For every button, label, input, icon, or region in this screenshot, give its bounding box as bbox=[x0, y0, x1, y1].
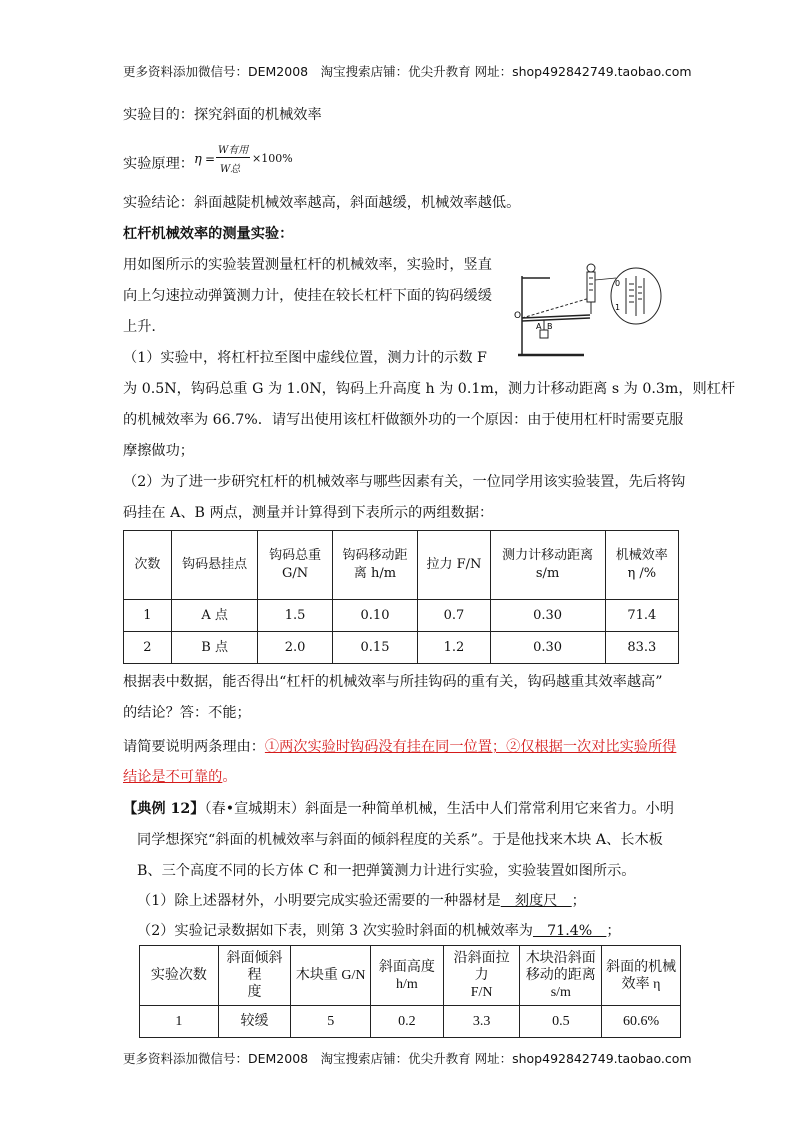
example12-q2 bbox=[137, 920, 621, 940]
lever-reason-line-2 bbox=[123, 766, 237, 786]
example12-line-2: 同学想探究“斜面的机械效率与斜面的倾斜程度的关系”。于是他找来木块 A、长木板 bbox=[137, 832, 663, 848]
zoom-pointer-line bbox=[595, 278, 616, 280]
lever-arm bbox=[522, 298, 590, 321]
lever-q1-line-3: 的机械效率为 66.7%．请写出使用该杠杆做额外功的一个原因：由于使用杠杆时需要克服 bbox=[123, 412, 684, 428]
example12-line-3: B、三个高度不同的长方体 C 和一把弹簧测力计进行实验，实验装置如图所示。 bbox=[137, 863, 636, 879]
reason-prefix: 请简要说明两条理由： bbox=[123, 739, 265, 755]
q2-prefix: （2）实验记录数据如下表，则第 3 次实验时斜面的机械效率为 bbox=[137, 923, 533, 939]
table-cell: 0.15 bbox=[332, 632, 418, 664]
lever-q1-line-4: 摩擦做功； bbox=[123, 443, 194, 459]
fraction-bar bbox=[216, 157, 250, 158]
lever-data-table bbox=[123, 530, 679, 664]
lever-q2-line-1: （2）为了进一步研究杠杆的机械效率与哪些因素有关，一位同学用该实验装置，先后将钩 bbox=[123, 474, 686, 490]
example12-q1 bbox=[137, 890, 586, 910]
header-cell: 测力计移动距离 s/m bbox=[490, 531, 605, 600]
scale-zoom-circle bbox=[611, 268, 661, 324]
table-cell: 83.3 bbox=[605, 632, 678, 664]
formula-denominator: W总 bbox=[220, 164, 241, 175]
q1-answer: 刻度尺 bbox=[500, 893, 572, 909]
table-cell: 3.3 bbox=[443, 1006, 520, 1038]
table-header-row bbox=[140, 946, 681, 1006]
table-cell: 60.6% bbox=[602, 1006, 681, 1038]
q2-end: ； bbox=[606, 923, 621, 939]
lever-reason-line-1 bbox=[123, 736, 676, 756]
table-row bbox=[140, 1006, 681, 1038]
incline-data-table bbox=[139, 945, 681, 1038]
point-label-a: A bbox=[536, 322, 542, 331]
table-cell: 0.10 bbox=[332, 600, 418, 632]
header-cell: 钩码移动距 离 h/m bbox=[332, 531, 418, 600]
reason-end: 。 bbox=[222, 769, 237, 785]
formula-numerator: W有用 bbox=[218, 145, 249, 156]
example12-line-1 bbox=[123, 798, 674, 818]
spring-scale bbox=[587, 264, 595, 314]
header-cell: 钩码总重 G/N bbox=[258, 531, 332, 600]
table-cell: 0.2 bbox=[371, 1006, 444, 1038]
header-cell: 斜面倾斜程 度 bbox=[218, 946, 291, 1006]
example12-line-1-text: （春•宣城期末）斜面是一种简单机械，生活中人们常常利用它来省力。小明 bbox=[204, 801, 674, 817]
table-cell: 0.7 bbox=[418, 600, 490, 632]
page-header: 更多资料添加微信号：DEM2008 淘宝搜索店铺：优尖升教育 网址：shop492842749.taobao.com bbox=[123, 64, 692, 79]
header-cell: 钩码悬挂点 bbox=[171, 531, 258, 600]
q1-end: ； bbox=[571, 893, 586, 909]
lever-intro-line-1: 用如图所示的实验装置测量杠杆的机械效率，实验时，竖直 bbox=[123, 257, 492, 273]
efficiency-formula bbox=[194, 141, 304, 179]
q1-prefix: （1）除上述器材外，小明要完成实验还需要的一种器材是 bbox=[137, 893, 501, 909]
page-footer: 更多资料添加微信号：DEM2008 淘宝搜索店铺：优尖升教育 网址：shop492842749.taobao.com bbox=[123, 1051, 692, 1066]
table-cell: 1 bbox=[140, 1006, 219, 1038]
table-cell: 1.5 bbox=[258, 600, 332, 632]
header-cell: 拉力 F/N bbox=[418, 531, 490, 600]
lever-after-line-2: 的结论？答：不能； bbox=[123, 705, 251, 721]
q2-answer: 71.4% bbox=[532, 923, 607, 939]
experiment-conclusion: 实验结论：斜面越陡机械效率越高，斜面越缓，机械效率越低。 bbox=[123, 195, 521, 211]
table-cell: A 点 bbox=[171, 600, 258, 632]
table-cell: 较缓 bbox=[218, 1006, 291, 1038]
header-cell: 斜面的机械 效率 η bbox=[602, 946, 681, 1006]
experiment-principle-label: 实验原理： bbox=[123, 156, 194, 172]
header-cell: 木块沿斜面 移动的距离 s/m bbox=[520, 946, 602, 1006]
eta-symbol: η bbox=[194, 152, 202, 167]
lever-q1-line-2: 为 0.5N，钩码总重 G 为 1.0N，钩码上升高度 h 为 0.1m，测力计移动距离 s 为 0.3m，则杠杆 bbox=[123, 381, 736, 397]
table-cell: 1.2 bbox=[418, 632, 490, 664]
table-cell: 0.30 bbox=[490, 600, 605, 632]
experiment-purpose: 实验目的：探究斜面的机械效率 bbox=[123, 107, 322, 123]
table-cell: 2.0 bbox=[258, 632, 332, 664]
header-cell: 机械效率 η /% bbox=[605, 531, 678, 600]
table-row bbox=[124, 600, 679, 632]
table-cell: 71.4 bbox=[605, 600, 678, 632]
scale-mark-1: 1 bbox=[615, 303, 621, 312]
lever-intro-line-2: 向上匀速拉动弹簧测力计，使挂在较长杠杆下面的钩码缓缓 bbox=[123, 288, 492, 304]
formula-times-100: ×100% bbox=[252, 152, 293, 165]
lever-apparatus-figure bbox=[514, 258, 666, 362]
lever-heading: 杠杆机械效率的测量实验： bbox=[123, 226, 294, 242]
table-cell: 0.5 bbox=[520, 1006, 602, 1038]
header-cell: 沿斜面拉力 F/N bbox=[443, 946, 520, 1006]
equals-sign: = bbox=[205, 152, 216, 166]
scale-mark-0: 0 bbox=[615, 279, 621, 288]
header-cell: 次数 bbox=[124, 531, 172, 600]
reason-answer-part-1: ①两次实验时钩码没有挂在同一位置；②仅根据一次对比实验所得 bbox=[264, 739, 677, 755]
table-cell: B 点 bbox=[171, 632, 258, 664]
reason-answer-part-2: 结论是不可靠的 bbox=[123, 769, 223, 785]
lever-q1-line-1: （1）实验中，将杠杆拉至图中虚线位置，测力计的示数 F bbox=[123, 350, 487, 366]
pivot-label-o: O bbox=[514, 311, 522, 321]
table-cell: 0.30 bbox=[490, 632, 605, 664]
table-cell: 1 bbox=[124, 600, 172, 632]
table-row bbox=[124, 632, 679, 664]
lever-q2-line-2: 码挂在 A、B 两点，测量并计算得到下表所示的两组数据： bbox=[123, 505, 494, 521]
header-cell: 斜面高度 h/m bbox=[371, 946, 444, 1006]
example12-tag: 【典例 12】 bbox=[123, 801, 205, 817]
lever-after-line-1: 根据表中数据，能否得出“杠杆的机械效率与所挂钩码的重有关，钩码越重其效率越高” bbox=[123, 674, 663, 690]
table-cell: 2 bbox=[124, 632, 172, 664]
table-cell: 5 bbox=[291, 1006, 371, 1038]
point-label-b: B bbox=[547, 322, 553, 331]
table-header-row bbox=[124, 531, 679, 600]
lever-intro-line-3: 上升. bbox=[123, 319, 156, 335]
header-cell: 木块重 G/N bbox=[291, 946, 371, 1006]
header-cell: 实验次数 bbox=[140, 946, 219, 1006]
